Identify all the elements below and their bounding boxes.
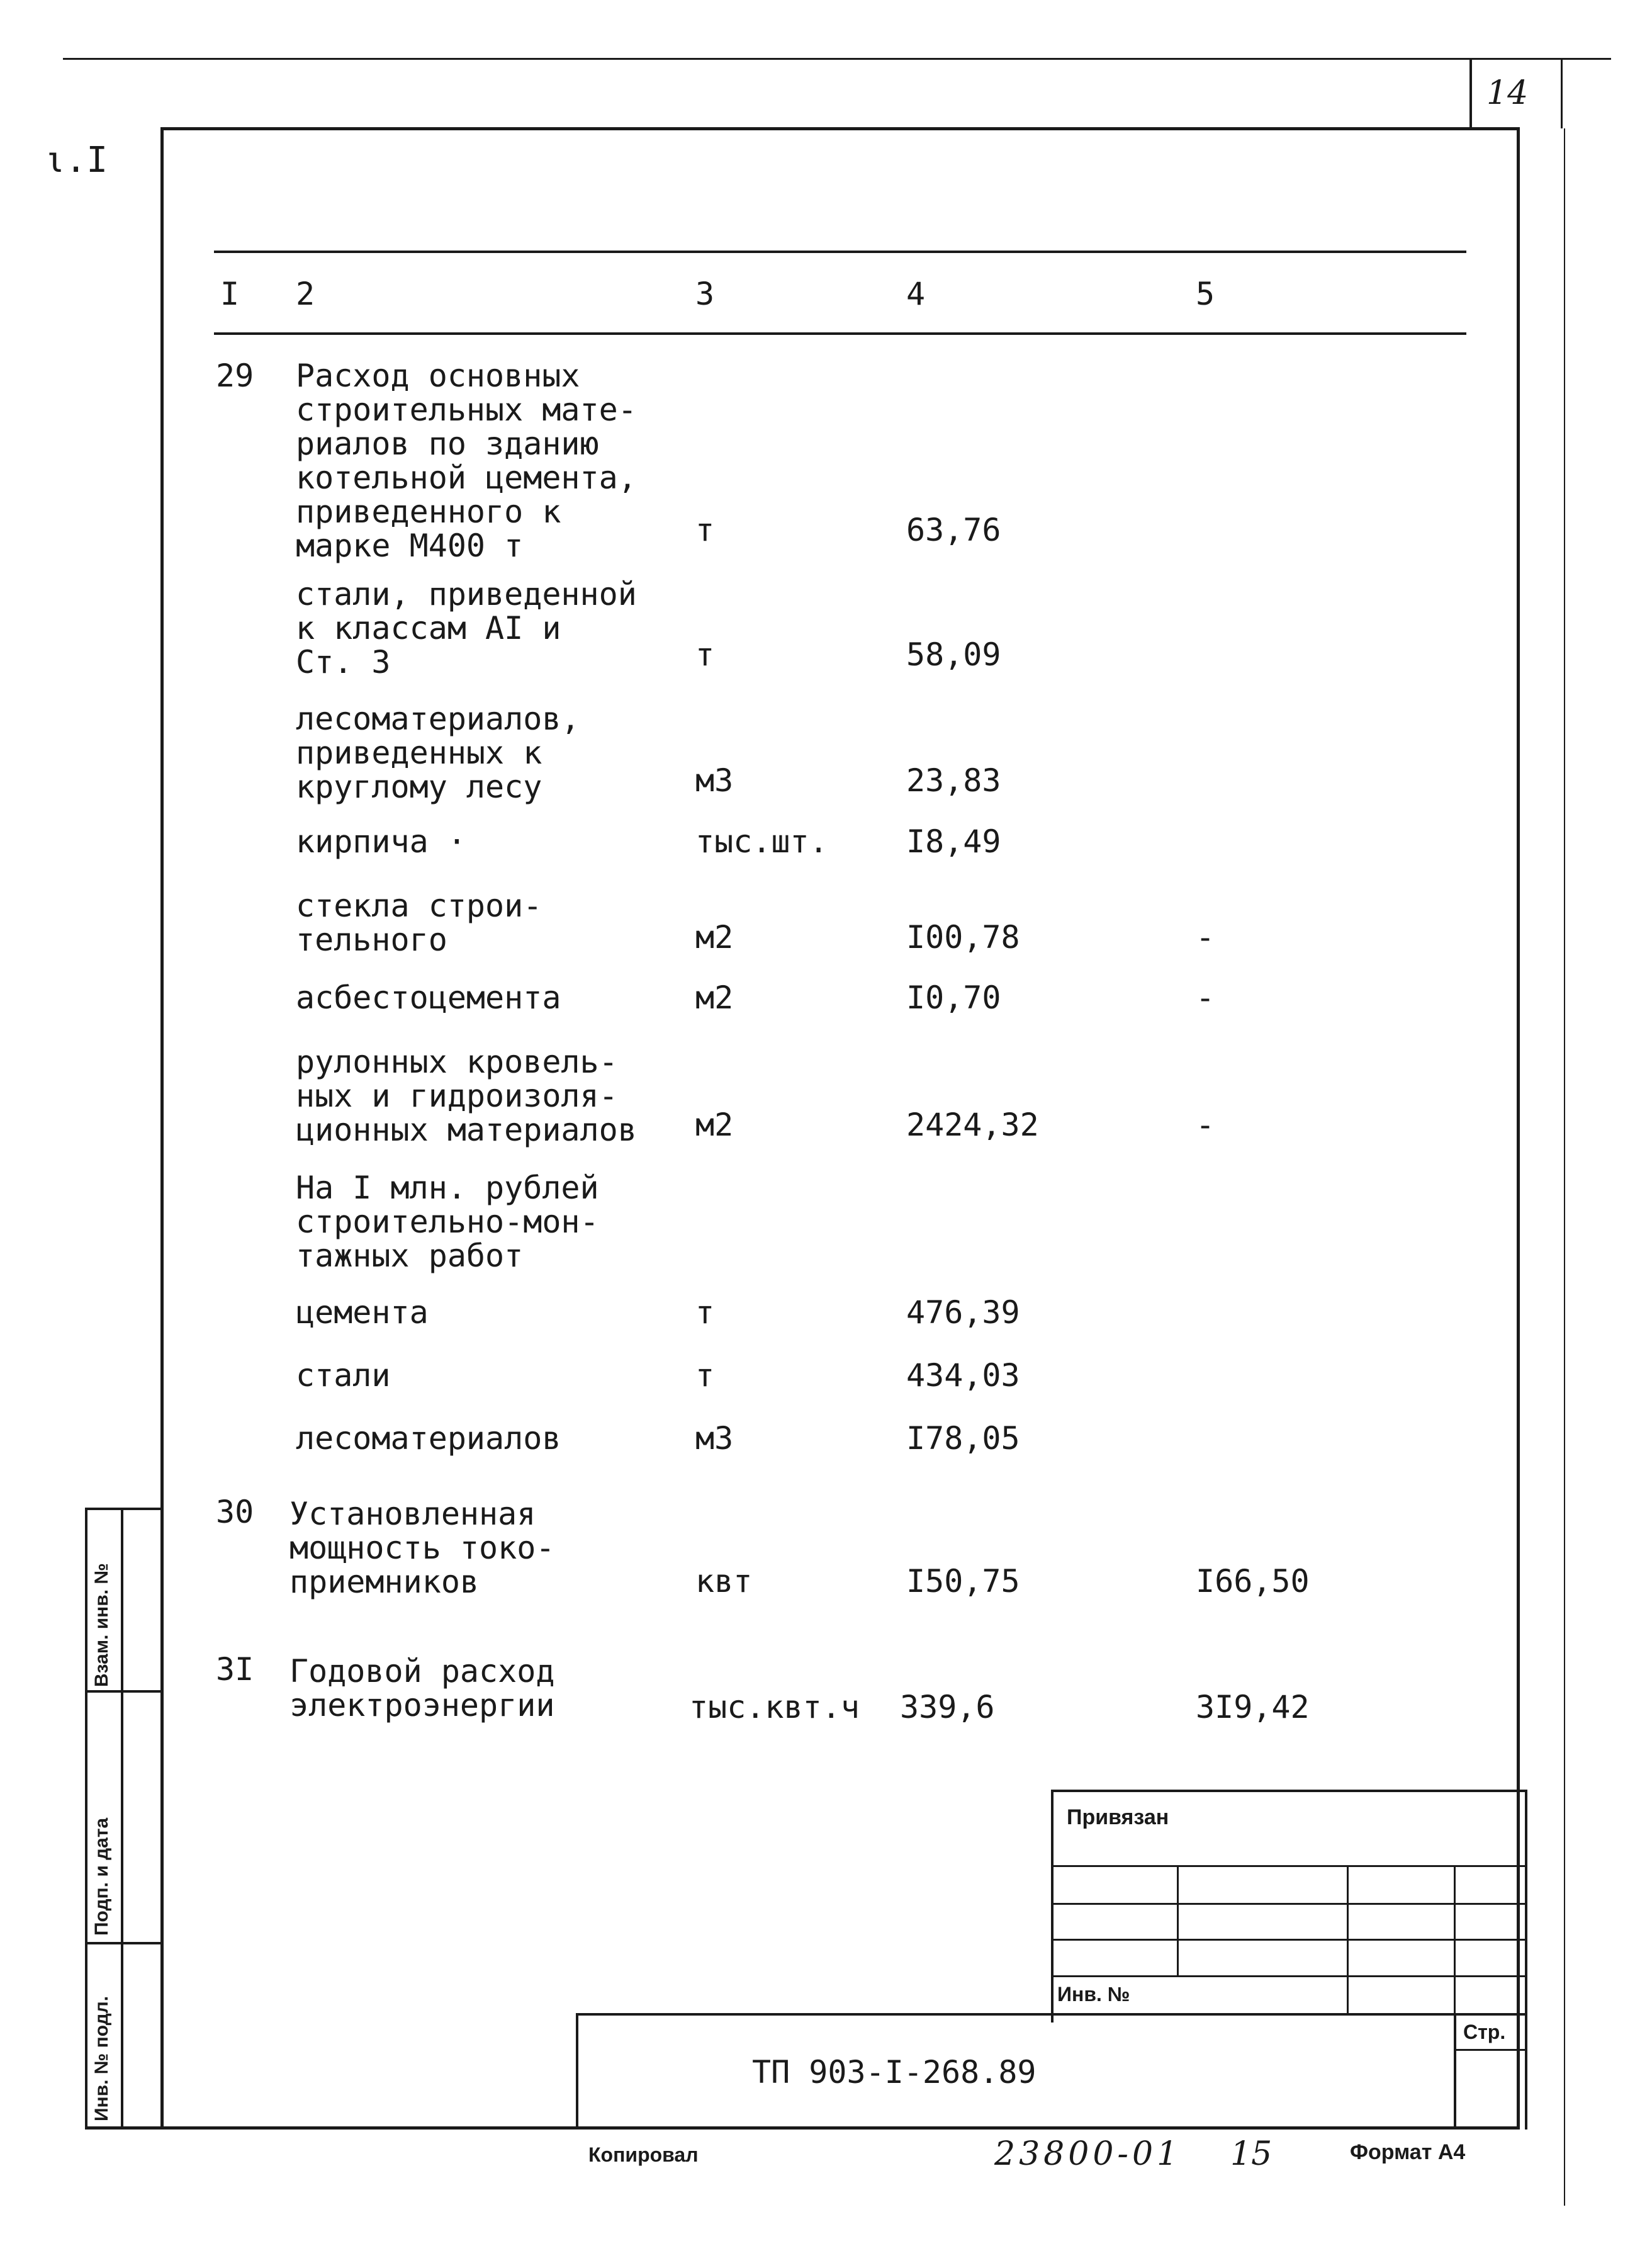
- row-name: рулонных кровель- ных и гидроизоля- ционных материалов: [296, 1044, 637, 1148]
- row-name: лесоматериалов, приведенных к круглому лесу: [296, 701, 580, 805]
- row-unit: м3: [695, 1420, 734, 1457]
- row-value: 63,76: [906, 512, 1001, 548]
- row-name: стали: [296, 1357, 391, 1394]
- side-stamp-podp-label: Подп. и дата: [91, 1817, 112, 1936]
- corner-box-right: [1561, 58, 1563, 128]
- side-stamp-sep2: [85, 1942, 164, 1944]
- row-num: 29: [216, 358, 254, 394]
- row-unit: м3: [695, 762, 734, 799]
- row-name: Установленная мощность токо- приемников: [289, 1496, 555, 1600]
- row-value: 58,09: [906, 636, 1001, 673]
- row-col5: -: [1196, 979, 1215, 1016]
- side-stamp-left: [85, 1508, 87, 2130]
- row-num: 3I: [216, 1651, 254, 1688]
- row-value: I00,78: [906, 919, 1020, 956]
- corner-box-left: [1469, 58, 1472, 128]
- row-col5: -: [1196, 1107, 1215, 1143]
- row-col5: -: [1196, 919, 1215, 956]
- row-value: 434,03: [906, 1357, 1020, 1394]
- tb-col2: [1347, 1865, 1349, 2013]
- document-designation: ТП 903-I-268.89: [752, 2054, 1037, 2090]
- row-unit: м2: [695, 1107, 734, 1143]
- format-label: Формат А4: [1350, 2140, 1466, 2164]
- row-name: цемента: [296, 1294, 429, 1331]
- row-name: кирпича ·: [296, 823, 466, 860]
- frame-bottom: [85, 2126, 1520, 2130]
- row-unit: т: [695, 1357, 715, 1394]
- row-unit: т: [695, 512, 715, 548]
- row-value: 476,39: [906, 1294, 1020, 1331]
- row-col5: I66,50: [1196, 1563, 1310, 1599]
- header-col4: 4: [906, 276, 926, 312]
- kopiroval-label: Копировал: [588, 2143, 699, 2166]
- row-name: асбестоцемента: [296, 979, 561, 1016]
- row-value: I0,70: [906, 979, 1001, 1016]
- handwritten-code: 23800-01: [994, 2135, 1182, 2173]
- side-stamp-sep1: [85, 1690, 164, 1693]
- side-stamp-inv-label: Инв. № подл.: [91, 1995, 112, 2121]
- tb-right: [1525, 1790, 1527, 2130]
- row-value: 2424,32: [906, 1107, 1039, 1143]
- table-header-rule: [214, 332, 1466, 335]
- frame-left: [160, 127, 164, 2129]
- row-value: 339,6: [900, 1689, 995, 1725]
- top-edge-line: [63, 58, 1611, 60]
- frame-right: [1517, 127, 1520, 2129]
- tb-col3: [1454, 1865, 1456, 2013]
- row-unit: т: [695, 636, 715, 673]
- side-stamp-top: [85, 1508, 164, 1510]
- row-value: I78,05: [906, 1420, 1020, 1457]
- row-name: На I млн. рублей строительно-мон- тажных работ: [296, 1170, 599, 1274]
- handwritten-page: 15: [1230, 2135, 1273, 2173]
- header-col2: 2: [296, 276, 315, 312]
- row-name: Годовой расход электроэнергии: [289, 1653, 555, 1724]
- row-value: 23,83: [906, 762, 1001, 799]
- row-name: Расход основных строительных мате- риалов по зданию котельной цемента, приведенного к марке М400 т: [296, 358, 637, 564]
- row-unit: квт: [695, 1563, 753, 1599]
- row-unit: м2: [695, 979, 734, 1016]
- designation-top: [576, 2013, 1526, 2016]
- header-col3: 3: [695, 276, 715, 312]
- frame-top: [160, 127, 1520, 130]
- row-value: I8,49: [906, 823, 1001, 860]
- outer-right-line: [1564, 128, 1565, 2206]
- tb-top: [1051, 1790, 1526, 1792]
- row-name: стали, приведенной к классам AI и Ст. 3: [296, 576, 637, 680]
- row-name: лесоматериалов: [296, 1420, 561, 1457]
- table-top-rule: [214, 251, 1466, 253]
- row-value: I50,75: [906, 1563, 1020, 1599]
- row-unit: тыс.квт.ч: [689, 1689, 860, 1725]
- left-margin-fragment: ι.I: [44, 140, 108, 181]
- row-col5: 3I9,42: [1196, 1689, 1310, 1725]
- row-name: стекла строи- тельного: [296, 888, 542, 958]
- designation-left: [576, 2013, 578, 2130]
- row-unit: т: [695, 1294, 715, 1331]
- header-col5: 5: [1196, 276, 1215, 312]
- inv-no-label: Инв. №: [1057, 1983, 1130, 2006]
- corner-page-number: 14: [1486, 74, 1529, 112]
- designation-page-rule: [1454, 2049, 1526, 2051]
- tb-col1: [1177, 1865, 1179, 1977]
- side-stamp-vzam-label: Взам. инв. №: [91, 1563, 112, 1687]
- header-col1: I: [220, 276, 240, 312]
- privyazan-label: Привязан: [1067, 1805, 1169, 1829]
- row-num: 30: [216, 1494, 254, 1530]
- row-unit: тыс.шт.: [695, 823, 828, 860]
- designation-page-divider: [1454, 2013, 1456, 2130]
- side-stamp-right: [121, 1508, 123, 2130]
- tb-left: [1051, 1790, 1053, 2023]
- page-label: Стр.: [1463, 2021, 1506, 2043]
- row-unit: м2: [695, 919, 734, 956]
